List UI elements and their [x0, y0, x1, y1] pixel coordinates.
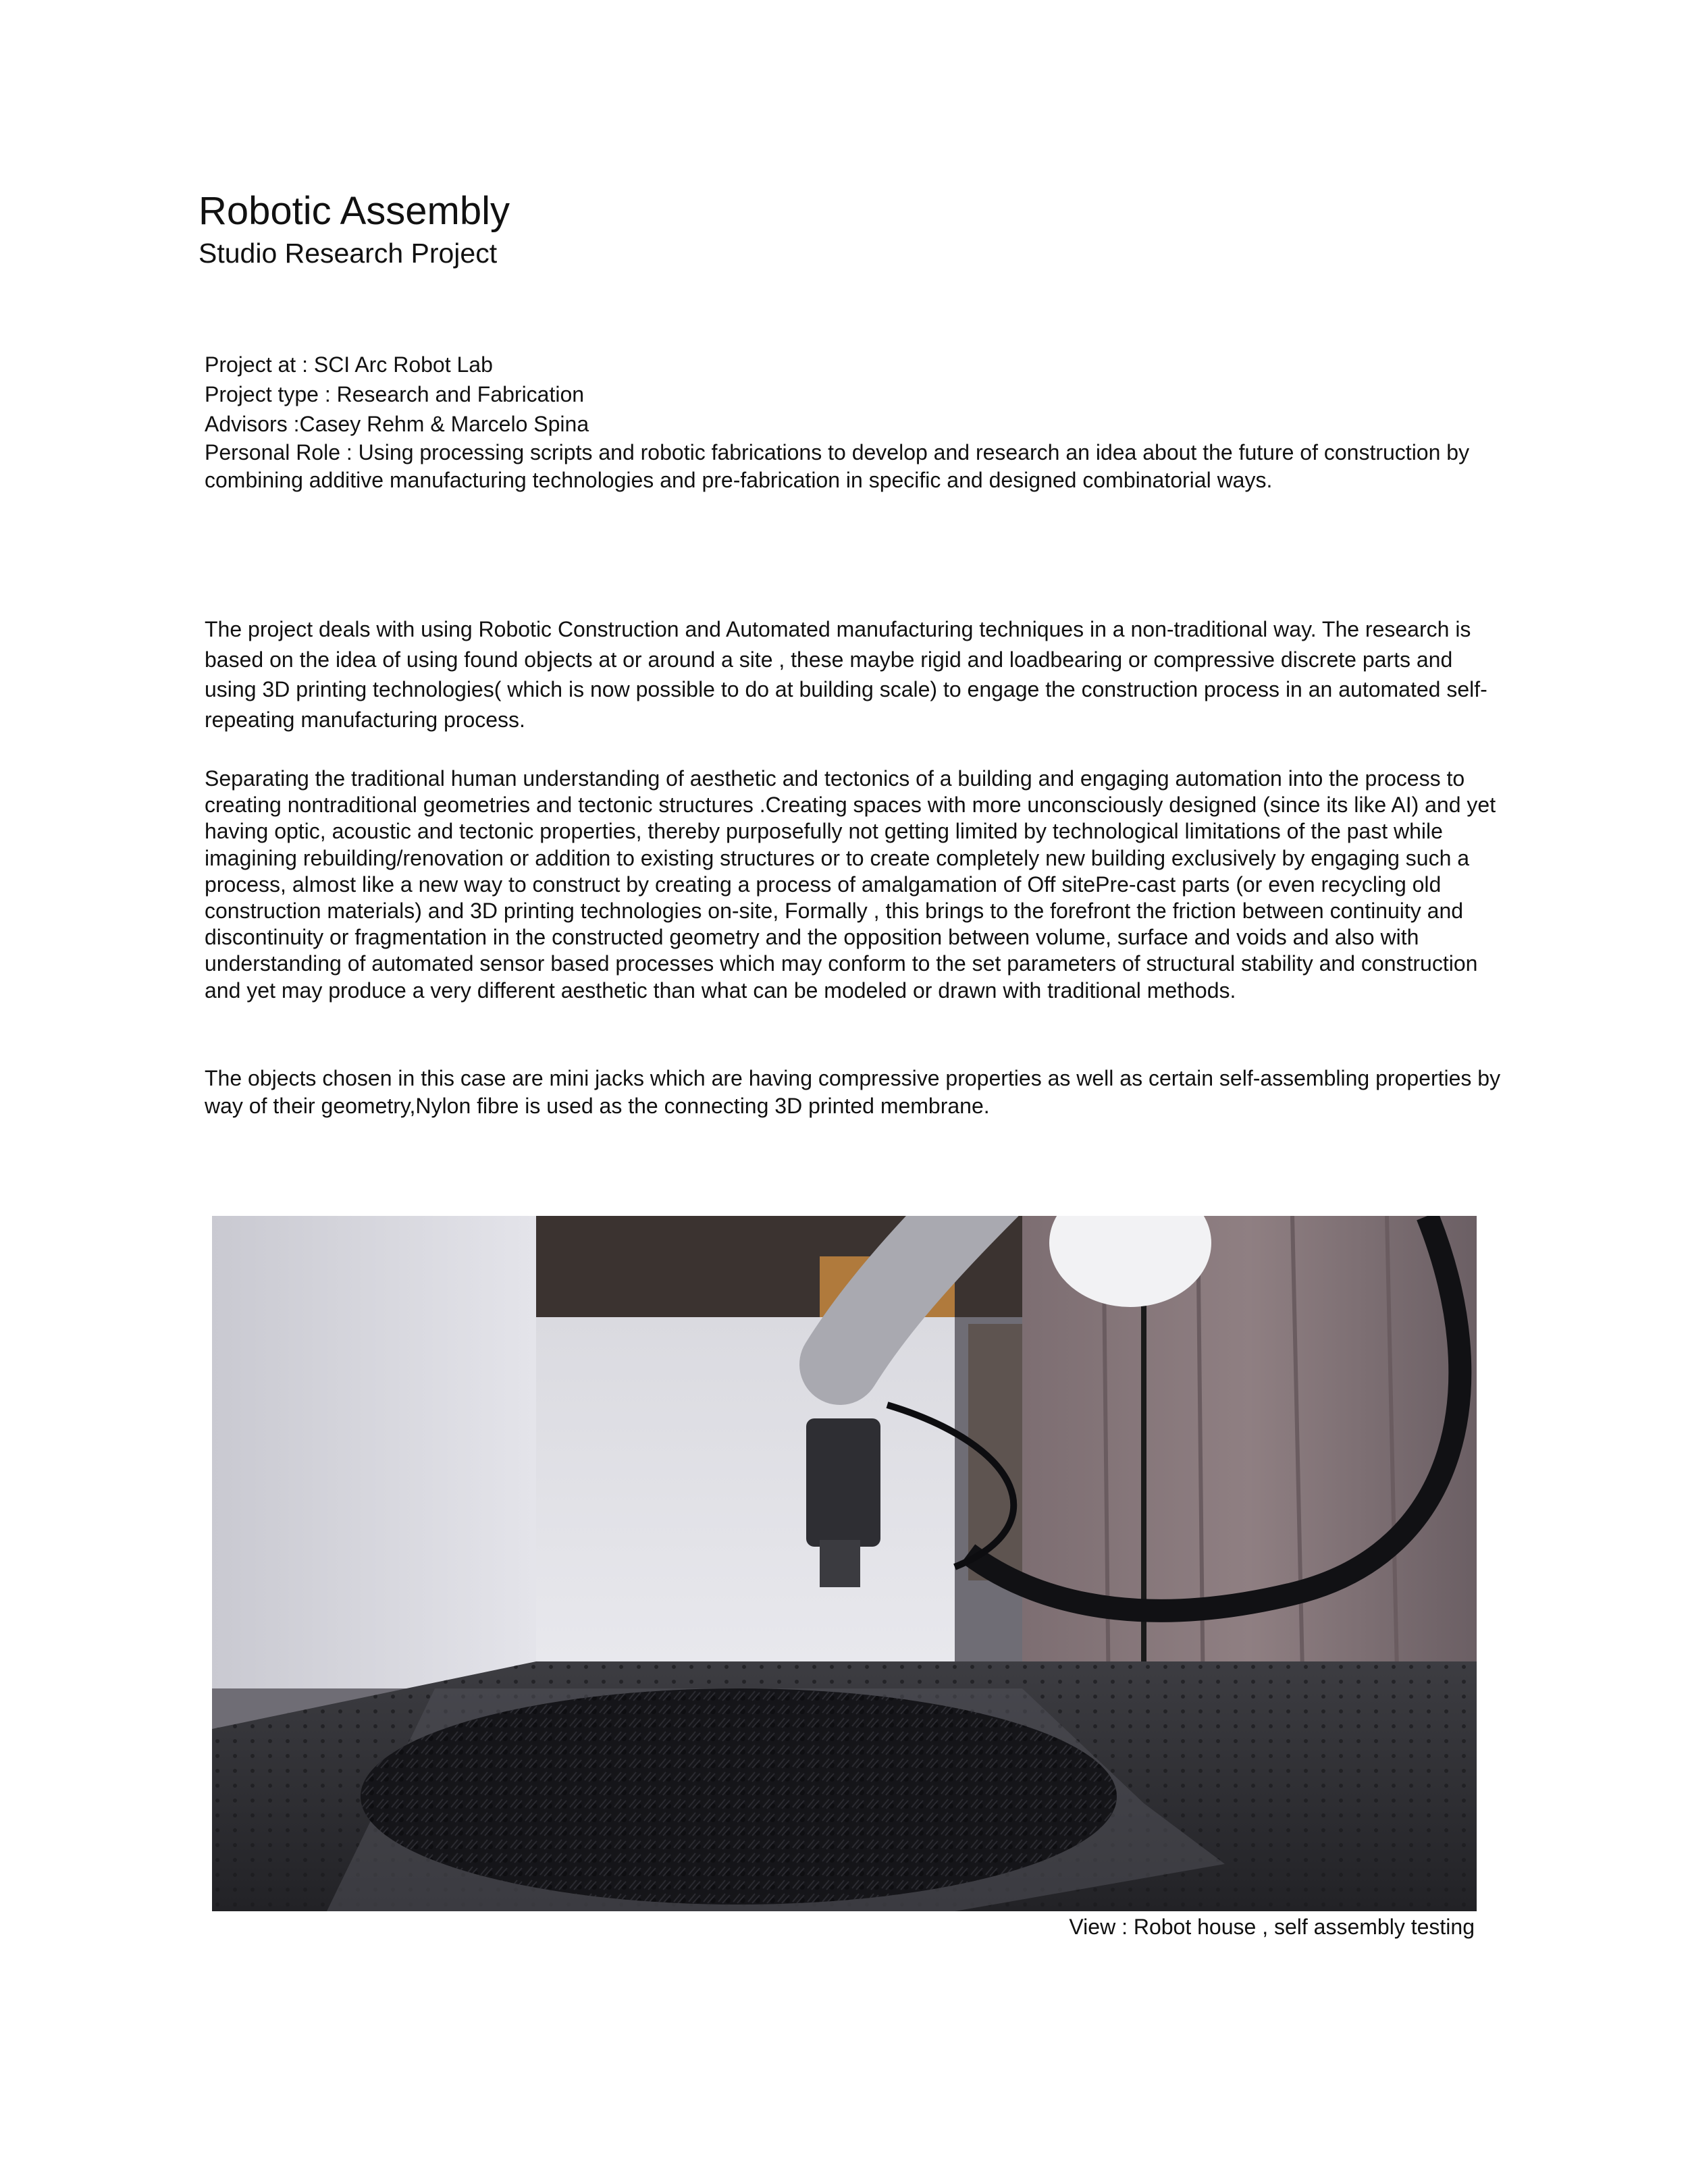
- photo-caption: View : Robot house , self assembly testing: [1069, 1915, 1475, 1939]
- project-type: Project type : Research and Fabrication: [205, 382, 585, 406]
- body-paragraph-1: The project deals with using Robotic Construction and Automated manufacturing techniques in a non-traditional way. The research is based on the idea of using found objects at or around a site , these maybe rigid and loadbearing or compressive discrete parts and using 3D printing technologies( which is now possible to do at building scale) to engage the construction process in an automated self-repeating manufacturing process.: [205, 617, 1487, 732]
- page-subtitle: Studio Research Project: [199, 238, 498, 269]
- body-paragraph-2: Separating the traditional human understanding of aesthetic and tectonics of a building and engaging automation into the process to creating nontraditional geometries and tectonic structures .Creating spaces with more unconsciously designed (since its like AI) and yet having optic, acoustic and tectonic properties, thereby purposefully not getting limited by technological limitations of the past while imagining rebuilding/renovation or addition to existing structures or to create completely new building exclusively by engaging such a process, almost like a new way to construct by creating a process of amalgamation of Off sitePre-cast parts (or even recycling old construction materials) and 3D printing technologies on-site, Formally , this brings to the forefront the friction between continuity and discontinuity or fragmentation in the constructed geometry and the opposition between volume, surface and voids and also with understanding of automated sensor based processes which may conform to the set parameters of structural stability and construction and yet may produce a very different aesthetic than what can be modeled or drawn with traditional methods.: [205, 766, 1496, 1003]
- personal-role: Personal Role : Using processing scripts and robotic fabrications to develop and research an idea about the future of construction by combining additive manufacturing technologies and pre-fabrication in specific and designed combinatorial ways.: [205, 440, 1470, 492]
- project-location: Project at : SCI Arc Robot Lab: [205, 352, 493, 377]
- page-title: Robotic Assembly: [199, 189, 510, 233]
- project-advisors: Advisors :Casey Rehm & Marcelo Spina: [205, 412, 589, 436]
- body-paragraph-3: The objects chosen in this case are mini jacks which are having compressive properties as well as certain self-assembling properties by way of their geometry,Nylon fibre is used as the connecting 3D printed membrane.: [205, 1066, 1501, 1118]
- robot-assembly-photo: [212, 1216, 1477, 1911]
- project-info: [205, 350, 1508, 494]
